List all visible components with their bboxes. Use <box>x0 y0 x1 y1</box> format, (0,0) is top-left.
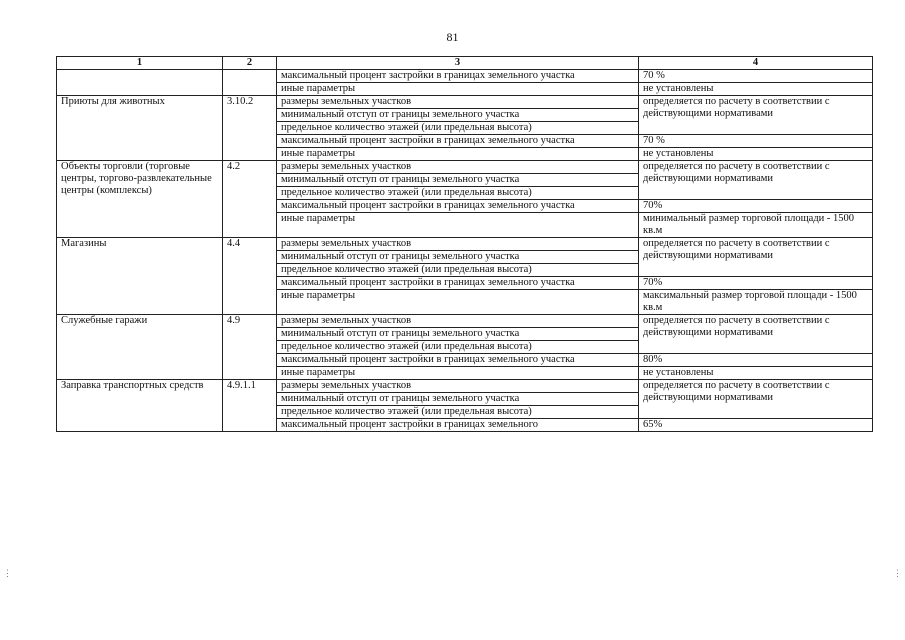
parameter-value: определяется по расчету в соответствии с действующими нормативами <box>639 380 873 419</box>
land-use-parameters-table <box>56 56 873 432</box>
parameter-name: размеры земельных участков <box>277 96 639 109</box>
page-number: 81 <box>446 30 459 44</box>
parameter-name: предельное количество этажей (или предельная высота) <box>277 187 639 200</box>
use-type-name: Магазины <box>57 238 223 315</box>
parameter-name: максимальный процент застройки в границах земельного <box>277 419 639 432</box>
parameter-name: иные параметры <box>277 83 639 96</box>
table-row <box>57 238 873 251</box>
parameter-name: иные параметры <box>277 213 639 238</box>
parameter-value: определяется по расчету в соответствии с действующими нормативами <box>639 315 873 354</box>
table-row <box>57 96 873 109</box>
parameter-name: предельное количество этажей (или предельная высота) <box>277 264 639 277</box>
parameter-name: размеры земельных участков <box>277 380 639 393</box>
scan-edge-mark: ⋮ <box>893 568 902 578</box>
parameter-value: 70% <box>639 277 873 290</box>
parameter-name: максимальный процент застройки в границах земельного участка <box>277 70 639 83</box>
use-type-name: Приюты для животных <box>57 96 223 161</box>
parameter-name: максимальный процент застройки в границах земельного участка <box>277 200 639 213</box>
use-type-code: 4.9 <box>223 315 277 380</box>
parameter-value: не установлены <box>639 83 873 96</box>
use-type-name <box>57 70 223 96</box>
parameter-name: минимальный отступ от границы земельного участка <box>277 393 639 406</box>
use-type-code <box>223 70 277 96</box>
parameter-name: предельное количество этажей (или предельная высота) <box>277 406 639 419</box>
parameter-name: минимальный отступ от границы земельного участка <box>277 251 639 264</box>
column-header: 3 <box>277 57 639 70</box>
use-type-name: Объекты торговли (торговые центры, торгово-развлекательные центры (комплексы) <box>57 161 223 238</box>
table-row <box>57 315 873 328</box>
scan-edge-mark: ⋮ <box>3 568 12 578</box>
parameter-name: максимальный процент застройки в границах земельного участка <box>277 135 639 148</box>
parameter-value: определяется по расчету в соответствии с действующими нормативами <box>639 96 873 135</box>
parameter-value: 80% <box>639 354 873 367</box>
parameter-value: 70 % <box>639 70 873 83</box>
use-type-code: 4.9.1.1 <box>223 380 277 432</box>
parameter-value: минимальный размер торговой площади - 1500 кв.м <box>639 213 873 238</box>
parameter-value: не установлены <box>639 367 873 380</box>
parameter-name: предельное количество этажей (или предельная высота) <box>277 341 639 354</box>
column-header: 4 <box>639 57 873 70</box>
parameter-name: минимальный отступ от границы земельного участка <box>277 328 639 341</box>
parameter-name: размеры земельных участков <box>277 161 639 174</box>
parameter-name: предельное количество этажей (или предельная высота) <box>277 122 639 135</box>
column-header: 2 <box>223 57 277 70</box>
parameter-value: максимальный размер торговой площади - 1500 кв.м <box>639 290 873 315</box>
parameter-name: размеры земельных участков <box>277 238 639 251</box>
parameter-name: размеры земельных участков <box>277 315 639 328</box>
parameter-name: иные параметры <box>277 148 639 161</box>
parameter-value: определяется по расчету в соответствии с действующими нормативами <box>639 161 873 200</box>
table-row <box>57 70 873 83</box>
use-type-name: Заправка транспортных средств <box>57 380 223 432</box>
parameter-value: 70% <box>639 200 873 213</box>
table-body <box>57 70 873 432</box>
table-row <box>57 380 873 393</box>
parameter-value: 65% <box>639 419 873 432</box>
parameter-value: 70 % <box>639 135 873 148</box>
parameter-name: максимальный процент застройки в границах земельного участка <box>277 277 639 290</box>
parameter-value: не установлены <box>639 148 873 161</box>
parameter-name: иные параметры <box>277 290 639 315</box>
use-type-name: Служебные гаражи <box>57 315 223 380</box>
column-header: 1 <box>57 57 223 70</box>
parameter-name: минимальный отступ от границы земельного участка <box>277 109 639 122</box>
use-type-code: 3.10.2 <box>223 96 277 161</box>
parameter-name: иные параметры <box>277 367 639 380</box>
parameter-name: минимальный отступ от границы земельного участка <box>277 174 639 187</box>
parameter-value: определяется по расчету в соответствии с действующими нормативами <box>639 238 873 277</box>
use-type-code: 4.2 <box>223 161 277 238</box>
table-header-row <box>57 57 873 70</box>
parameter-name: максимальный процент застройки в границах земельного участка <box>277 354 639 367</box>
use-type-code: 4.4 <box>223 238 277 315</box>
table-row <box>57 161 873 174</box>
